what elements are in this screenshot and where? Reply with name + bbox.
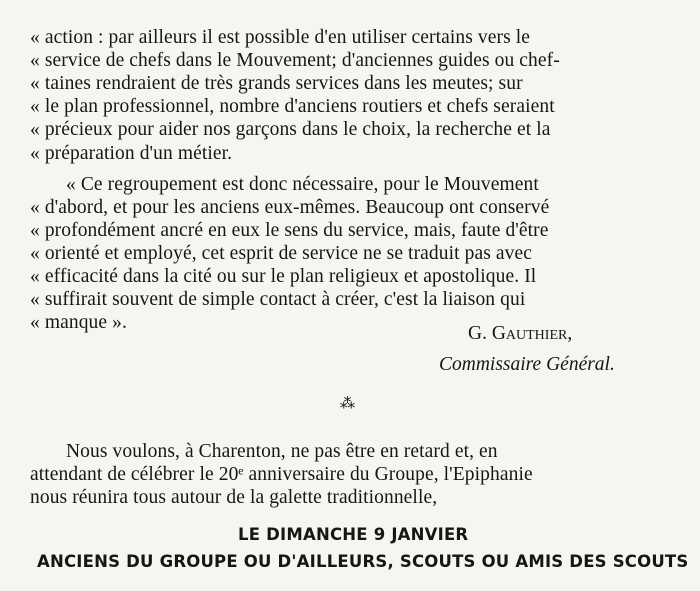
section-separator: ⁂ bbox=[340, 396, 355, 412]
event-date-banner: LE DIMANCHE 9 JANVIER bbox=[238, 525, 469, 544]
letter-line: « suffirait souvent de simple contact à créer, c'est la liaison qui bbox=[30, 289, 526, 310]
letter-line: « service de chefs dans le Mouvement; d'anciennes guides ou chef- bbox=[30, 50, 560, 71]
signature-name: G. Gauthier, bbox=[468, 323, 573, 344]
announcement-line: Nous voulons, à Charenton, ne pas être en retard et, en bbox=[66, 441, 498, 462]
signature-title: Commissaire Général. bbox=[439, 354, 615, 375]
letter-line: « taines rendraient de très grands services dans les meutes; sur bbox=[30, 73, 523, 94]
letter-line: « profondément ancré en eux le sens du service, mais, faute d'être bbox=[30, 220, 549, 241]
letter-line: « d'abord, et pour les anciens eux-mêmes. Beaucoup ont conservé bbox=[30, 197, 550, 218]
letter-line: « le plan professionnel, nombre d'anciens routiers et chefs seraient bbox=[30, 96, 555, 117]
announcement-line: nous réunira tous autour de la galette traditionnelle, bbox=[30, 487, 438, 508]
letter-line: « préparation d'un métier. bbox=[30, 143, 233, 164]
letter-line: « manque ». bbox=[30, 312, 127, 333]
letter-line: « action : par ailleurs il est possible d'en utiliser certains vers le bbox=[30, 27, 531, 48]
letter-line: « efficacité dans la cité ou sur le plan religieux et apostolique. Il bbox=[30, 266, 537, 287]
letter-line: « orienté et employé, cet esprit de service ne se traduit pas avec bbox=[30, 243, 533, 264]
announcement-line: attendant de célébrer le 20ᵉ anniversaire du Groupe, l'Epiphanie bbox=[30, 464, 533, 485]
letter-line: « Ce regroupement est donc nécessaire, pour le Mouvement bbox=[66, 174, 539, 195]
letter-line: « précieux pour aider nos garçons dans le choix, la recherche et la bbox=[30, 119, 551, 140]
audience-banner: ANCIENS DU GROUPE OU D'AILLEURS, SCOUTS OU AMIS DES SCOUTS bbox=[37, 552, 689, 571]
